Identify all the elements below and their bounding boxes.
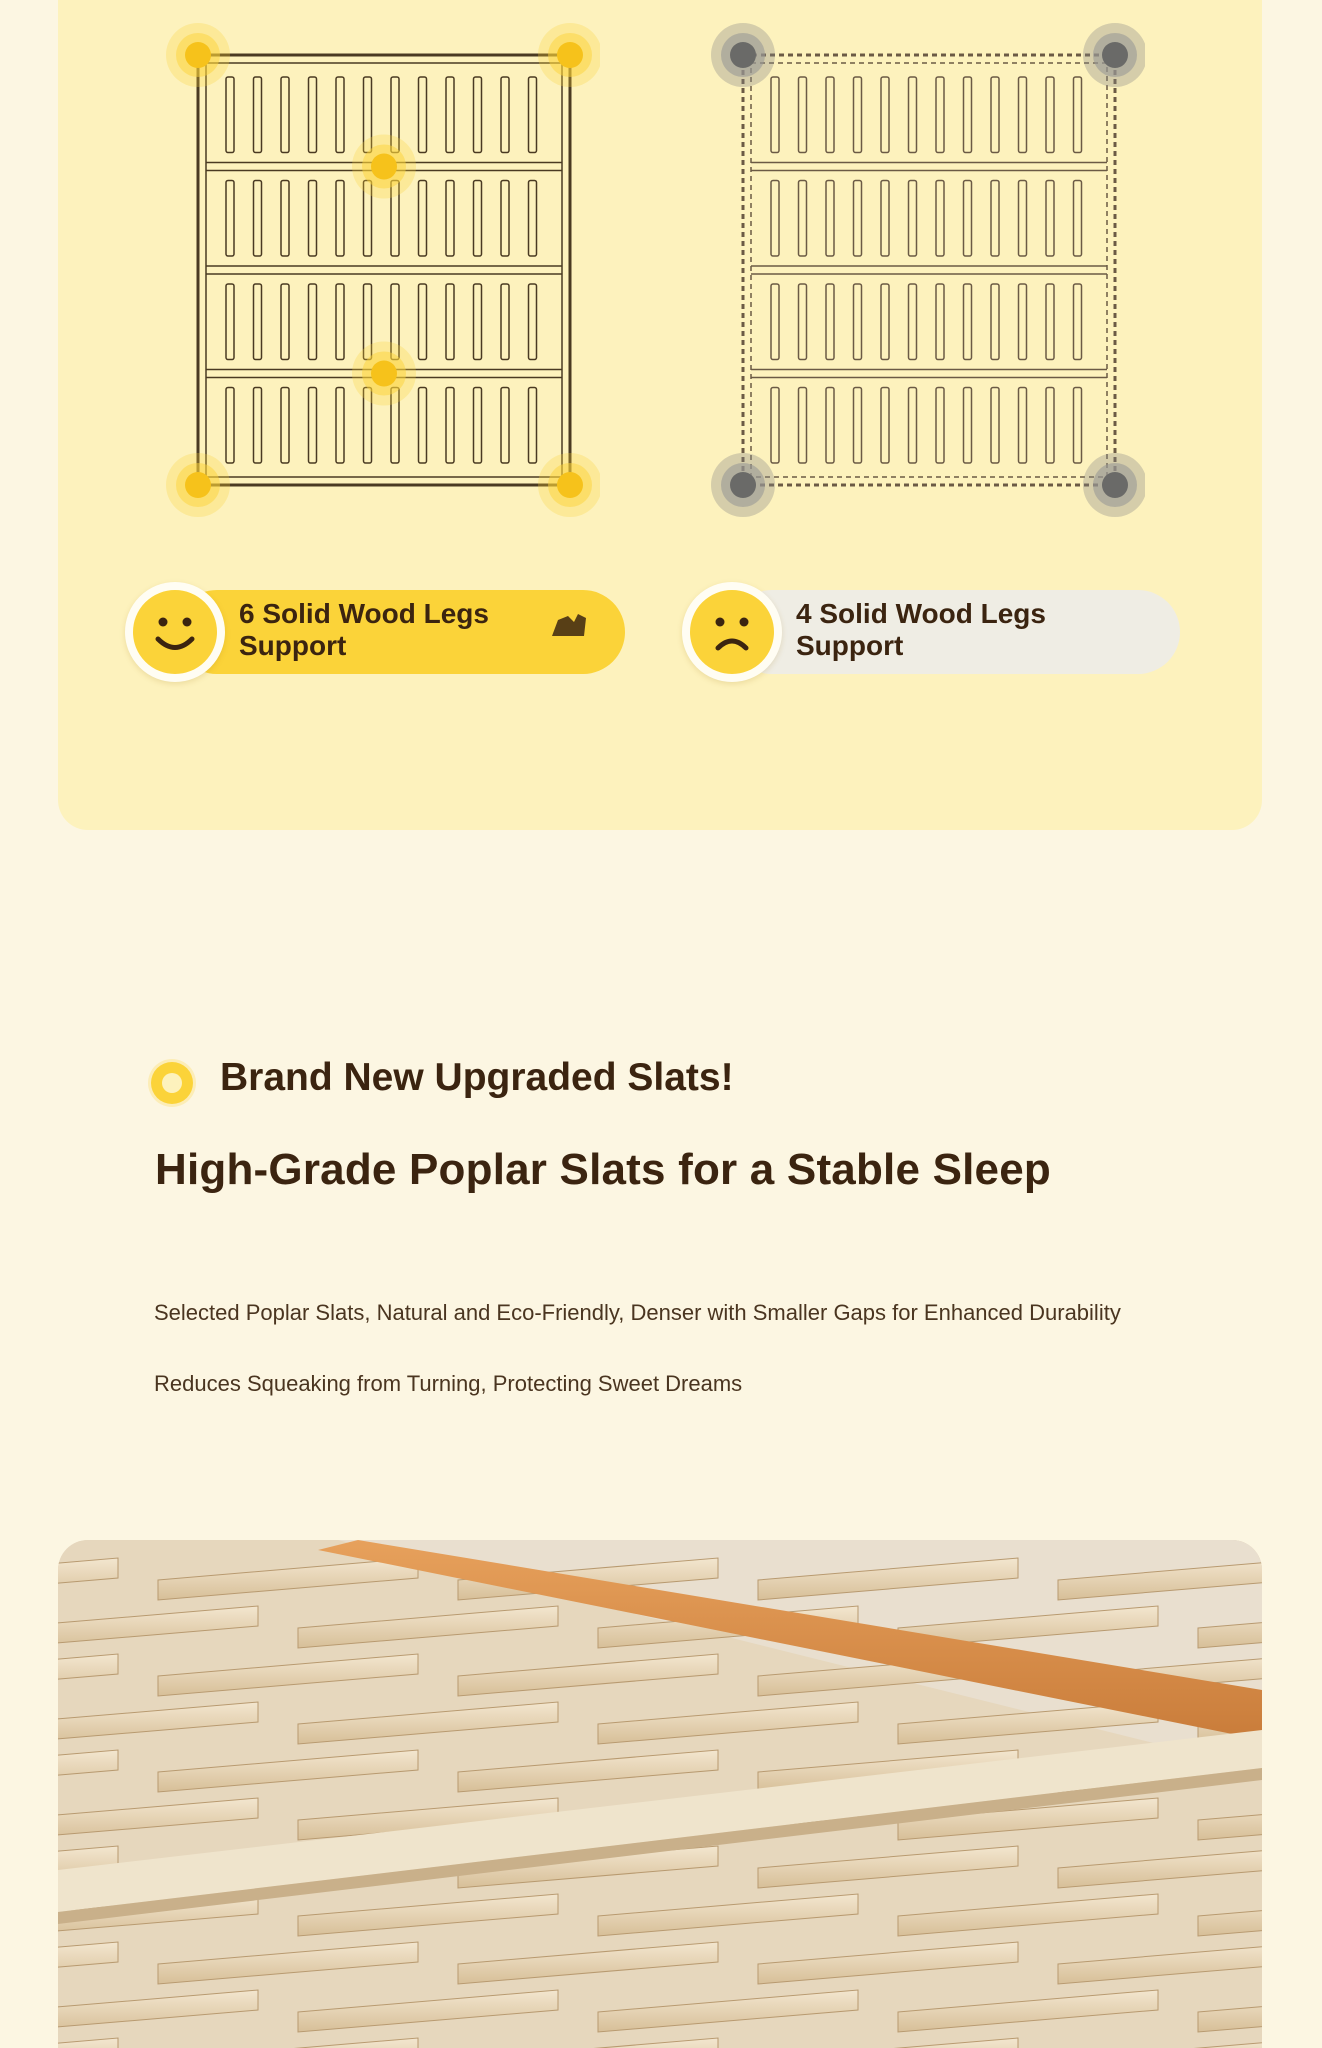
slats-photo	[58, 1540, 1262, 2048]
slat	[991, 181, 999, 257]
slat	[854, 388, 862, 464]
slat	[336, 388, 344, 464]
slat	[826, 284, 834, 360]
slat	[936, 77, 944, 153]
slat	[419, 181, 427, 257]
four-legs-label: 4 Solid Wood Legs Support	[796, 598, 1046, 661]
slat	[964, 181, 972, 257]
slat	[226, 284, 234, 360]
six-legs-label: 6 Solid Wood Legs Support	[239, 598, 489, 661]
slat	[964, 388, 972, 464]
smiley-face-icon	[125, 582, 225, 682]
slat	[226, 181, 234, 257]
slat	[309, 181, 317, 257]
slat	[826, 181, 834, 257]
slat	[226, 388, 234, 464]
slat	[909, 77, 917, 153]
leg-support-dot	[538, 453, 600, 517]
leg-support-dot	[352, 135, 416, 199]
slat	[281, 77, 289, 153]
leg-support-dot	[166, 453, 230, 517]
slat	[281, 284, 289, 360]
slat	[771, 388, 779, 464]
leg-support-dot	[1083, 453, 1145, 517]
body-line-1: Selected Poplar Slats, Natural and Eco-Friendly, Denser with Smaller Gaps for Enhanced Durability	[154, 1300, 1121, 1325]
slat	[474, 388, 482, 464]
slat	[281, 388, 289, 464]
slat	[964, 77, 972, 153]
slat	[254, 284, 262, 360]
slat	[309, 388, 317, 464]
slat	[936, 181, 944, 257]
slat	[771, 77, 779, 153]
sad-face-icon	[682, 582, 782, 682]
slat	[964, 284, 972, 360]
slat	[1019, 77, 1027, 153]
slat	[936, 284, 944, 360]
slat	[309, 284, 317, 360]
slat	[1074, 77, 1082, 153]
slat	[474, 181, 482, 257]
slat	[419, 77, 427, 153]
slat	[419, 388, 427, 464]
slat	[936, 388, 944, 464]
slat	[1046, 77, 1054, 153]
slat	[1046, 181, 1054, 257]
slat	[991, 77, 999, 153]
slat	[336, 284, 344, 360]
slat	[771, 181, 779, 257]
section-headline: High-Grade Poplar Slats for a Stable Sleep	[155, 1145, 1051, 1194]
section-bullet-icon	[151, 1062, 193, 1104]
slat	[446, 77, 454, 153]
slat	[1019, 284, 1027, 360]
slat	[446, 388, 454, 464]
slat	[1046, 284, 1054, 360]
slat	[881, 388, 889, 464]
leg-support-dot	[1083, 23, 1145, 87]
slat	[799, 77, 807, 153]
slat	[446, 181, 454, 257]
slat	[881, 284, 889, 360]
slat	[854, 77, 862, 153]
wood-slats-image	[58, 1540, 1262, 2048]
slat	[1019, 388, 1027, 464]
slat	[826, 388, 834, 464]
slat	[254, 181, 262, 257]
slat	[909, 181, 917, 257]
slat	[854, 181, 862, 257]
slat	[771, 284, 779, 360]
bed-silhouette-icon	[548, 606, 590, 648]
leg-support-dot	[166, 23, 230, 87]
slat	[529, 77, 537, 153]
slat	[501, 77, 509, 153]
slat	[799, 181, 807, 257]
four-leg-frame-diagram	[705, 15, 1145, 535]
leg-support-dot	[711, 23, 775, 87]
slat	[991, 388, 999, 464]
section-kicker: Brand New Upgraded Slats!	[220, 1056, 734, 1099]
slat	[881, 77, 889, 153]
slat	[991, 284, 999, 360]
slat	[799, 284, 807, 360]
slat	[1074, 388, 1082, 464]
body-line-2: Reduces Squeaking from Turning, Protecting Sweet Dreams	[154, 1371, 743, 1396]
slat	[909, 388, 917, 464]
slat	[501, 284, 509, 360]
slat	[529, 181, 537, 257]
slat	[501, 181, 509, 257]
six-leg-frame-diagram	[160, 15, 600, 535]
slat	[254, 388, 262, 464]
slat	[854, 284, 862, 360]
slat	[474, 284, 482, 360]
slat	[501, 388, 509, 464]
slat	[336, 77, 344, 153]
slat	[799, 388, 807, 464]
slat	[909, 284, 917, 360]
slat	[474, 77, 482, 153]
slat	[226, 77, 234, 153]
slat	[336, 181, 344, 257]
slat	[1074, 181, 1082, 257]
slat	[529, 388, 537, 464]
slat	[1019, 181, 1027, 257]
leg-support-dot	[352, 342, 416, 406]
slat	[281, 181, 289, 257]
slat	[826, 77, 834, 153]
slat	[1074, 284, 1082, 360]
slat	[309, 77, 317, 153]
slat	[529, 284, 537, 360]
slat	[419, 284, 427, 360]
leg-support-dot	[711, 453, 775, 517]
leg-support-dot	[538, 23, 600, 87]
slat	[446, 284, 454, 360]
slat	[254, 77, 262, 153]
slat	[1046, 388, 1054, 464]
slat	[881, 181, 889, 257]
